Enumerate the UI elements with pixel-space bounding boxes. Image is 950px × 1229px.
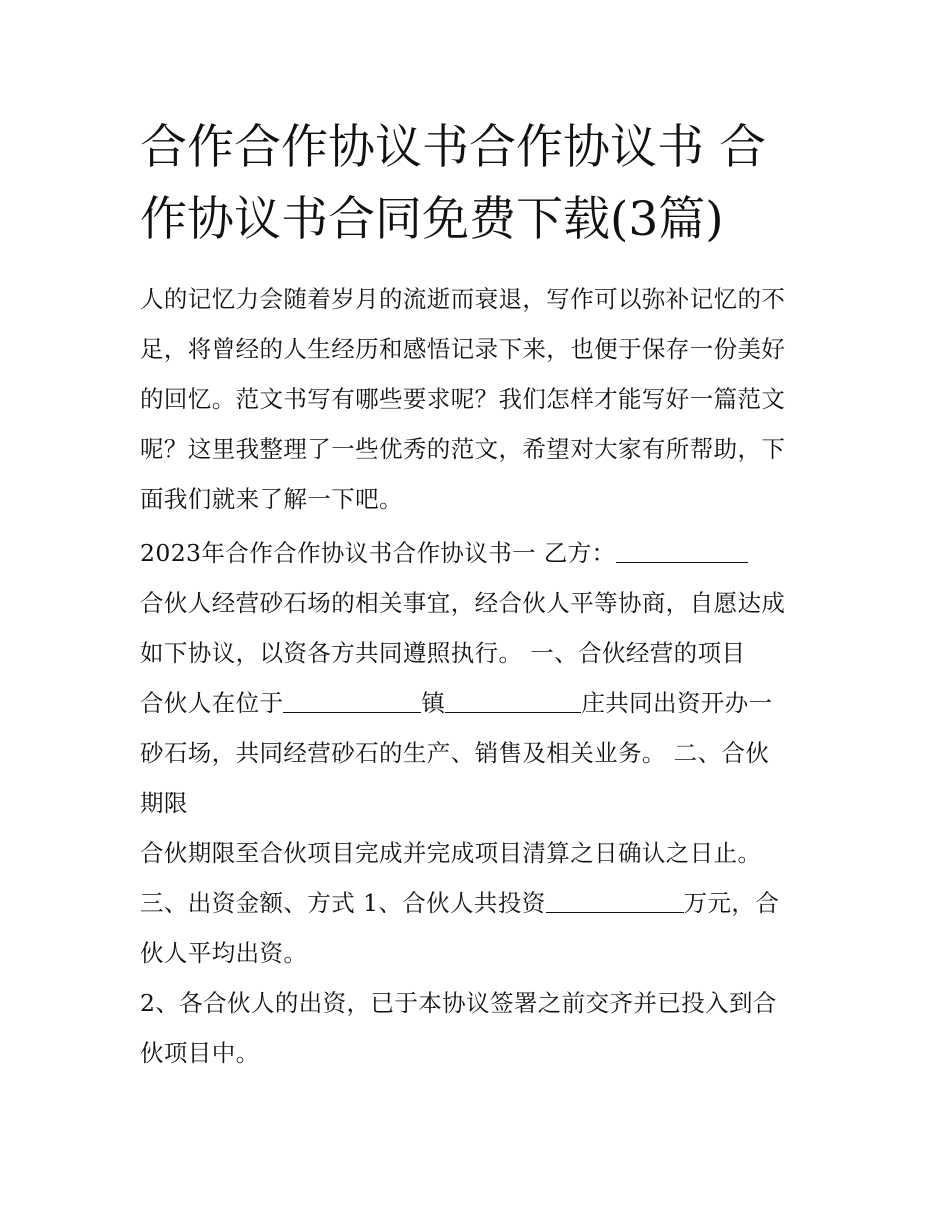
town-blank xyxy=(283,686,421,713)
location-text-2: 镇 xyxy=(421,689,446,717)
amount-blank xyxy=(546,886,684,913)
investment-text-2: 万元，合 xyxy=(683,889,780,917)
closing-line: 2、各合伙人的出资，已于本协议签署之前交齐并已投入到合 xyxy=(140,989,777,1017)
closing-line: 伙项目中。 xyxy=(140,1039,260,1067)
intro-line: 的回忆。范文书写有哪些要求呢？我们怎样才能写好一篇范文 xyxy=(140,385,786,413)
party-b-blank xyxy=(616,536,748,563)
location-text-3: 庄共同出资开办一 xyxy=(581,689,773,717)
title-line: 合作合作协议书合作协议书 合 xyxy=(140,120,766,175)
investment-text-1: 三、出资金额、方式 1、合伙人共投资 xyxy=(140,889,546,917)
intro-line: 面我们就来了解一下吧。 xyxy=(140,485,403,513)
intro-line: 足，将曾经的人生经历和感悟记录下来，也便于保存一份美好 xyxy=(140,335,786,363)
business-line: 期限 xyxy=(140,789,188,817)
business-line: 砂石场，共同经营砂石的生产、销售及相关业务。 二、合伙 xyxy=(140,739,770,767)
intro-line: 呢？这里我整理了一些优秀的范文，希望对大家有所帮助，下 xyxy=(140,435,786,463)
agreement-line: 合伙人经营砂石场的相关事宜，经合伙人平等协商，自愿达成 xyxy=(140,589,786,617)
title-line: 作协议书合同免费下载(3篇) xyxy=(140,192,724,247)
section-heading xyxy=(140,528,820,578)
section-heading-text: 2023年合作合作协议书合作协议书一 乙方： xyxy=(140,539,616,567)
location-line xyxy=(140,678,820,728)
investment-line xyxy=(140,878,820,928)
document-title xyxy=(140,112,820,256)
village-blank xyxy=(445,686,581,713)
agreement-body xyxy=(140,528,820,1078)
closing-line: 伙人平均出资。 xyxy=(140,939,308,967)
location-text-1: 合伙人在位于 xyxy=(140,689,284,717)
intro-line: 人的记忆力会随着岁月的流逝而衰退，写作可以弥补记忆的不 xyxy=(140,285,786,313)
agreement-line: 如下协议，以资各方共同遵照执行。 一、合伙经营的项目 xyxy=(140,639,746,667)
business-line: 合伙期限至合伙项目完成并完成项目清算之日确认之日止。 xyxy=(140,839,762,867)
intro-paragraph xyxy=(140,274,820,524)
